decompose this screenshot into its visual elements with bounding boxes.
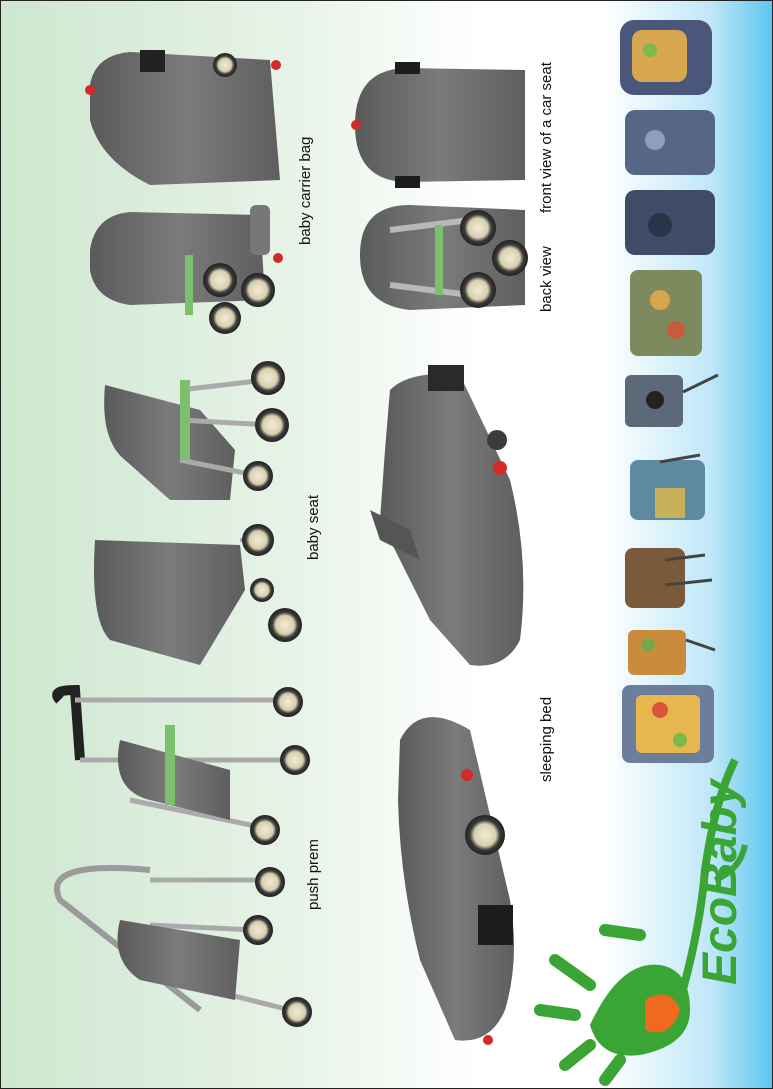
carrier-bag-1 — [90, 205, 283, 334]
label-baby-carrier-bag: baby carrier bag — [297, 136, 314, 245]
label-baby-seat: baby seat — [305, 494, 322, 560]
sleeping-bed-1 — [398, 717, 514, 1045]
carrier-bag-2 — [85, 50, 281, 185]
label-sleeping-bed: sleeping bed — [538, 696, 555, 782]
back-view-model — [360, 205, 528, 310]
sleeping-bed-2 — [370, 365, 523, 666]
stroller-push-prem-1 — [57, 867, 312, 1027]
label-front-view-car-seat: front view of a car seat — [538, 62, 555, 213]
label-back-view: back view — [538, 246, 555, 312]
stroller-baby-seat-1 — [94, 524, 302, 665]
stroller-baby-seat-2 — [104, 361, 289, 500]
stroller-push-prem-2 — [57, 687, 310, 845]
brand-logo-text: EcoBaby — [694, 779, 747, 985]
label-push-prem: push prem — [305, 839, 322, 910]
product-photo-strip — [620, 20, 718, 763]
front-view-model — [351, 62, 525, 188]
